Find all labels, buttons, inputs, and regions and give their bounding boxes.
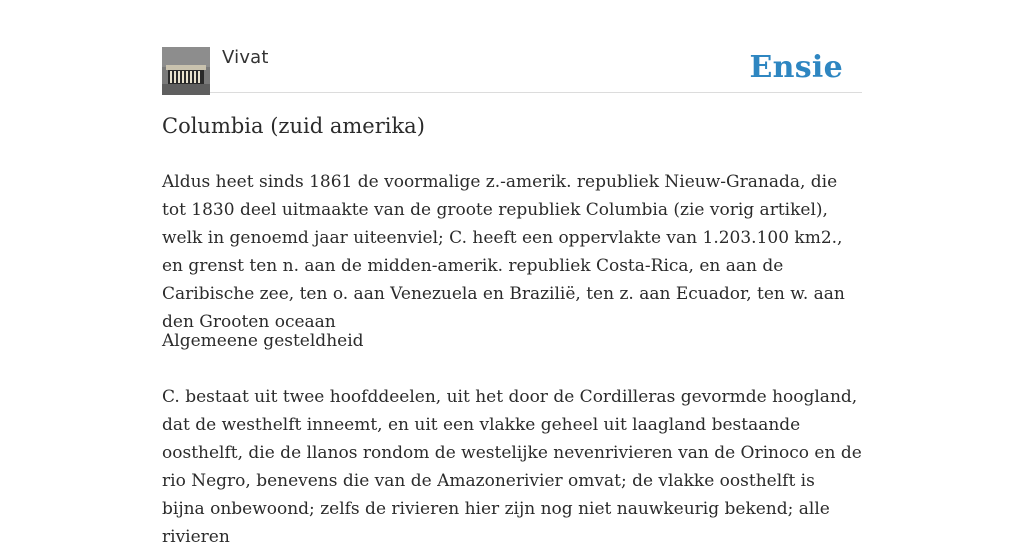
- article-intro: Aldus heet sinds 1861 de voormalige z.-amerik. republiek Nieuw-Granada, die tot 1830 deel uitmaakte van de groote republiek Columbia (zie vorig artikel), welk in genoemd jaar uiteenviel; C. heeft een oppervlakte van 1.203.100 km2., en grenst ten n. aan de midden-amerik. republiek Costa-Rica, en aan de Caribische zee, ten o. aan Venezuela en Brazilië, ten z. aan Ecuador, ten w. aan den Grooten oceaan: [162, 172, 845, 332]
- brand-logo[interactable]: Ensie: [749, 50, 843, 85]
- section-heading: Algemeene gesteldheid: [162, 331, 364, 351]
- article-title: Columbia (zuid amerika): [162, 114, 425, 138]
- page-header: [162, 46, 862, 93]
- author-name[interactable]: Vivat: [222, 47, 269, 68]
- section-body: C. bestaat uit twee hoofddeelen, uit het door de Cordilleras gevormde hoogland, dat de westhelft inneemt, en uit een vlakke geheel uit laagland bestaande oosthelft, die de llanos rondom de westelijke nevenrivieren van de Orinoco en de rio Negro, benevens die van de Amazonerivier omvat; de vlakke oosthelft is bijna onbewoond; zelfs de rivieren hier zijn nog niet nauwkeurig bekend; alle rivieren: [162, 387, 862, 547]
- author-avatar[interactable]: [162, 47, 210, 95]
- author-avatar-image: [162, 47, 210, 95]
